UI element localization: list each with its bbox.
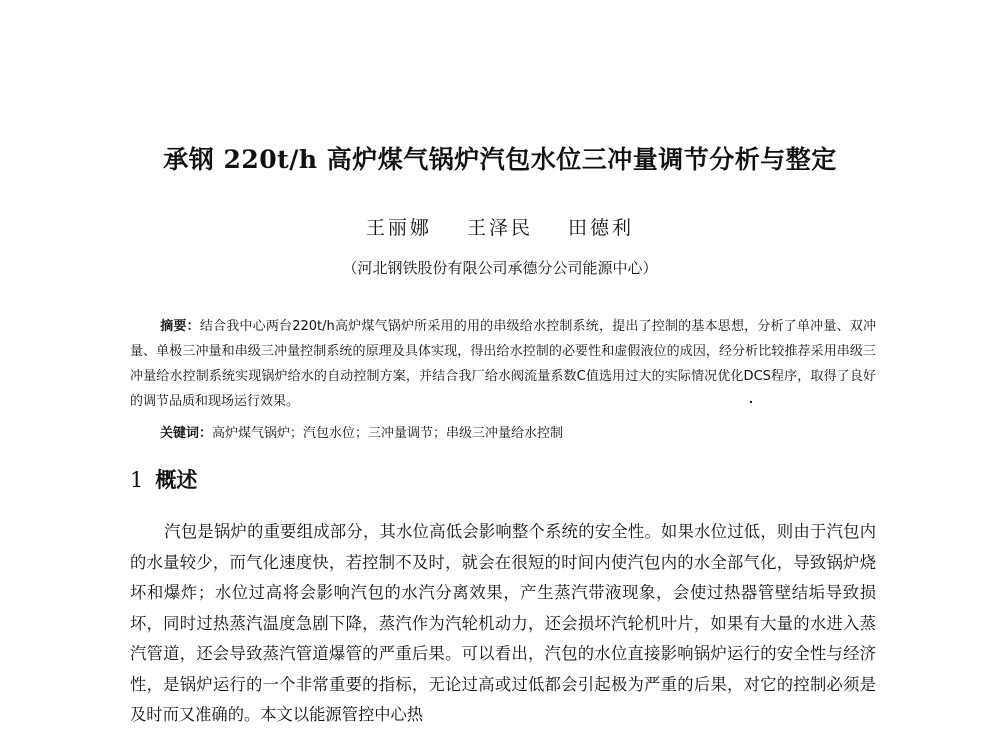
affiliation: （河北钢铁股份有限公司承德分公司能源中心） bbox=[342, 259, 658, 277]
author-name: 王丽娜 bbox=[365, 217, 432, 239]
abstract bbox=[130, 314, 876, 414]
body-paragraph bbox=[130, 517, 876, 731]
author-name: 田德利 bbox=[568, 217, 635, 239]
section-title: 概述 bbox=[155, 467, 198, 492]
author-list bbox=[0, 213, 1000, 240]
keywords-text: 高炉煤气锅炉；汽包水位；三冲量调节；串级三冲量给水控制 bbox=[212, 426, 564, 441]
abstract-text: 结合我中心两台220t/h高炉煤气锅炉所采用的用的串级给水控制系统，提出了控制的基本思想，分析了单冲量、双冲量、单极三冲量和串级三冲量控制系统的原理及具体实现，得出给水控制的必要性和虚假液位的成因，经分析比较推荐采用串级三冲量给水控制系统实现锅炉给水的自动控制方案，并结合我厂给水阀流量系数C值选用过大的实际情况优化DCS程序，取得了良好的调节品质和现场运行效果。 bbox=[130, 319, 876, 409]
keywords bbox=[160, 421, 563, 446]
stray-mark bbox=[750, 401, 752, 403]
author-name: 王泽民 bbox=[466, 217, 533, 239]
section-heading bbox=[130, 464, 197, 494]
paragraph-text: 汽包是锅炉的重要组成部分，其水位高低会影响整个系统的安全性。如果水位过低，则由于汽包内的水量较少，而气化速度快，若控制不及时，就会在很短的时间内使汽包内的水全部气化，导致锅炉烧坏和爆炸；水位过高将会影响汽包的水汽分离效果，产生蒸汽带液现象，会使过热器管壁结垢导致损坏，同时过热蒸汽温度急剧下降，蒸汽作为汽轮机动力，还会损坏汽轮机叶片，如果有大量的水进入蒸汽管道，还会导致蒸汽管道爆管的严重后果。可以看出，汽包的水位直接影响锅炉运行的安全性与经济性，是锅炉运行的一个非常重要的指标，无论过高或过低都会引起极为严重的后果，对它的控制必须是及时而又准确的。本文以能源管控中心热 bbox=[130, 522, 876, 724]
abstract-label: 摘要： bbox=[160, 319, 200, 334]
keywords-label: 关键词： bbox=[160, 426, 213, 441]
paper-title: 承钢 220t/h 高炉煤气锅炉汽包水位三冲量调节分析与整定 bbox=[163, 145, 837, 174]
section-number: 1 bbox=[130, 468, 144, 492]
